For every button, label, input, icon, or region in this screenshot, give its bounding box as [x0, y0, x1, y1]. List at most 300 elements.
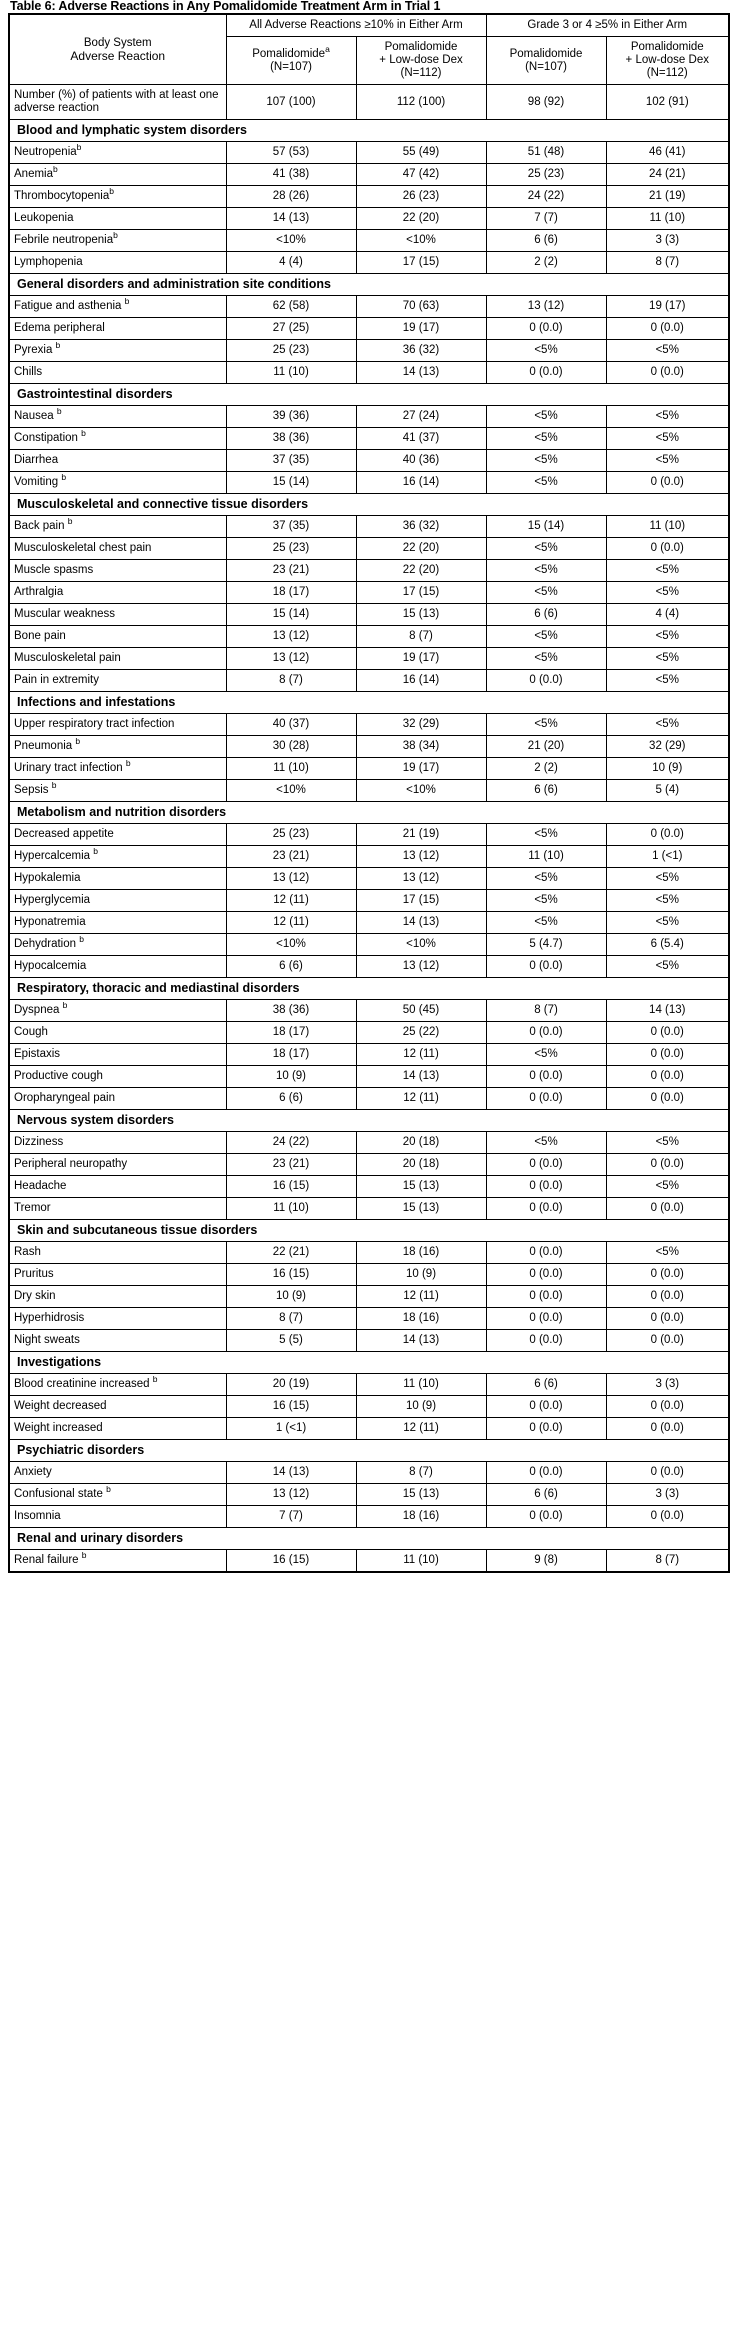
cell-value-4: 0 (0.0) — [606, 1418, 729, 1440]
cell-value-2: 40 (36) — [356, 450, 486, 472]
cell-value-4: 6 (5.4) — [606, 934, 729, 956]
total-row-value-2: 112 (100) — [356, 85, 486, 120]
header-col-pomalidomide-all — [226, 37, 356, 85]
cell-value-2: 17 (15) — [356, 890, 486, 912]
cell-value-1: 14 (13) — [226, 208, 356, 230]
cell-value-3: 8 (7) — [486, 1000, 606, 1022]
cell-value-2: 14 (13) — [356, 912, 486, 934]
cell-value-2: 11 (10) — [356, 1374, 486, 1396]
cell-value-4: 32 (29) — [606, 736, 729, 758]
cell-value-1: 16 (15) — [226, 1396, 356, 1418]
table-row — [9, 956, 729, 978]
cell-value-1: 8 (7) — [226, 1308, 356, 1330]
cell-value-2: 27 (24) — [356, 406, 486, 428]
cell-value-2: 17 (15) — [356, 582, 486, 604]
cell-value-4: <5% — [606, 560, 729, 582]
cell-value-3: 0 (0.0) — [486, 1022, 606, 1044]
footnote-marker-b: b — [124, 296, 130, 307]
cell-value-4: <5% — [606, 648, 729, 670]
cell-value-1: 11 (10) — [226, 362, 356, 384]
table-row — [9, 230, 729, 252]
cell-value-4: 0 (0.0) — [606, 1308, 729, 1330]
header-col4-line1: Pomalidomide — [630, 41, 704, 53]
cell-value-1: 18 (17) — [226, 1044, 356, 1066]
cell-value-4: 19 (17) — [606, 296, 729, 318]
footnote-marker-b: b — [125, 758, 131, 769]
cell-value-4: <5% — [606, 340, 729, 362]
cell-value-3: 0 (0.0) — [486, 1418, 606, 1440]
cell-value-3: 0 (0.0) — [486, 956, 606, 978]
cell-value-1: 14 (13) — [226, 1462, 356, 1484]
cell-value-1: 38 (36) — [226, 428, 356, 450]
adverse-reaction-name: Pain in extremity — [9, 670, 226, 692]
cell-value-4: 1 (<1) — [606, 846, 729, 868]
adverse-reaction-name: Bone pain — [9, 626, 226, 648]
cell-value-3: <5% — [486, 868, 606, 890]
table-row — [9, 824, 729, 846]
cell-value-3: <5% — [486, 912, 606, 934]
adverse-reaction-name: Musculoskeletal pain — [9, 648, 226, 670]
cell-value-2: 13 (12) — [356, 868, 486, 890]
cell-value-3: 0 (0.0) — [486, 1264, 606, 1286]
cell-value-4: <5% — [606, 670, 729, 692]
cell-value-4: 24 (21) — [606, 164, 729, 186]
footnote-marker-b: b — [152, 1374, 158, 1385]
cell-value-3: <5% — [486, 626, 606, 648]
cell-value-4: 8 (7) — [606, 252, 729, 274]
adverse-reaction-name: Sepsis $^b$ — [9, 780, 226, 802]
footnote-marker-b: b — [61, 472, 67, 483]
section-header-row — [9, 692, 729, 714]
cell-value-1: 12 (11) — [226, 890, 356, 912]
cell-value-2: 15 (13) — [356, 604, 486, 626]
section-title: Blood and lymphatic system disorders — [9, 120, 729, 142]
table-row — [9, 450, 729, 472]
table-row — [9, 296, 729, 318]
table-row — [9, 670, 729, 692]
adverse-reaction-name: Arthralgia — [9, 582, 226, 604]
footnote-marker-b: b — [53, 164, 58, 175]
cell-value-3: 0 (0.0) — [486, 1308, 606, 1330]
table-row — [9, 1550, 729, 1573]
table-row — [9, 1330, 729, 1352]
cell-value-4: 3 (3) — [606, 1484, 729, 1506]
adverse-reaction-name: Productive cough — [9, 1066, 226, 1088]
cell-value-1: 62 (58) — [226, 296, 356, 318]
table-row — [9, 714, 729, 736]
adverse-reaction-name: Neutropenia$^b$ — [9, 142, 226, 164]
cell-value-1: 5 (5) — [226, 1330, 356, 1352]
cell-value-3: 24 (22) — [486, 186, 606, 208]
cell-value-1: 18 (17) — [226, 582, 356, 604]
cell-value-2: 38 (34) — [356, 736, 486, 758]
section-header-row — [9, 1220, 729, 1242]
cell-value-2: 22 (20) — [356, 560, 486, 582]
section-title: Nervous system disorders — [9, 1110, 729, 1132]
cell-value-4: <5% — [606, 1132, 729, 1154]
header-group-row — [9, 14, 729, 37]
header-body-system-label: Body System — [83, 36, 152, 49]
table-row — [9, 648, 729, 670]
cell-value-3: 0 (0.0) — [486, 1198, 606, 1220]
cell-value-4: <5% — [606, 912, 729, 934]
adverse-reaction-name: Hyperglycemia — [9, 890, 226, 912]
cell-value-3: 0 (0.0) — [486, 1088, 606, 1110]
adverse-reaction-name: Insomnia — [9, 1506, 226, 1528]
cell-value-2: 18 (16) — [356, 1242, 486, 1264]
section-header-row — [9, 120, 729, 142]
section-header-row — [9, 1352, 729, 1374]
cell-value-4: <5% — [606, 714, 729, 736]
cell-value-3: 0 (0.0) — [486, 1330, 606, 1352]
cell-value-3: 7 (7) — [486, 208, 606, 230]
table-header — [9, 14, 729, 85]
cell-value-3: 9 (8) — [486, 1550, 606, 1573]
cell-value-4: 0 (0.0) — [606, 318, 729, 340]
table-row — [9, 1506, 729, 1528]
table-row — [9, 1132, 729, 1154]
adverse-reaction-name: Dehydration $^b$ — [9, 934, 226, 956]
cell-value-4: 0 (0.0) — [606, 362, 729, 384]
table-row — [9, 142, 729, 164]
footnote-marker-b: b — [81, 1550, 87, 1561]
section-title: Skin and subcutaneous tissue disorders — [9, 1220, 729, 1242]
cell-value-1: 27 (25) — [226, 318, 356, 340]
cell-value-2: 18 (16) — [356, 1506, 486, 1528]
cell-value-3: 6 (6) — [486, 780, 606, 802]
section-title: Metabolism and nutrition disorders — [9, 802, 729, 824]
section-header-row — [9, 802, 729, 824]
cell-value-4: 0 (0.0) — [606, 824, 729, 846]
cell-value-4: <5% — [606, 582, 729, 604]
cell-value-2: 36 (32) — [356, 340, 486, 362]
table-row — [9, 1000, 729, 1022]
total-row-value-1: 107 (100) — [226, 85, 356, 120]
cell-value-4: 5 (4) — [606, 780, 729, 802]
adverse-reaction-name: Renal failure $^b$ — [9, 1550, 226, 1573]
cell-value-2: 16 (14) — [356, 472, 486, 494]
cell-value-3: 15 (14) — [486, 516, 606, 538]
table-row — [9, 1176, 729, 1198]
cell-value-1: 11 (10) — [226, 758, 356, 780]
cell-value-2: 14 (13) — [356, 362, 486, 384]
cell-value-4: 0 (0.0) — [606, 1198, 729, 1220]
footnote-marker-b: b — [55, 340, 61, 351]
cell-value-1: 1 (<1) — [226, 1418, 356, 1440]
footnote-marker-b: b — [81, 428, 86, 439]
table-title: Table 6: Adverse Reactions in Any Pomalidomide Treatment Arm in Trial 1 — [10, 0, 441, 12]
table-row — [9, 428, 729, 450]
header-col2-line1: Pomalidomide — [384, 41, 458, 53]
cell-value-1: 4 (4) — [226, 252, 356, 274]
adverse-reaction-name: Vomiting $^b$ — [9, 472, 226, 494]
footnote-marker-b: b — [106, 1484, 111, 1495]
cell-value-2: 25 (22) — [356, 1022, 486, 1044]
footnote-marker-a: a — [325, 43, 330, 54]
cell-value-1: 8 (7) — [226, 670, 356, 692]
cell-value-3: 5 (4.7) — [486, 934, 606, 956]
table-row — [9, 1462, 729, 1484]
cell-value-3: 11 (10) — [486, 846, 606, 868]
table-row — [9, 164, 729, 186]
cell-value-3: 6 (6) — [486, 1374, 606, 1396]
cell-value-1: 6 (6) — [226, 956, 356, 978]
adverse-reaction-name: Anemia$^b$ — [9, 164, 226, 186]
table-row — [9, 1418, 729, 1440]
table-row — [9, 780, 729, 802]
cell-value-1: 25 (23) — [226, 824, 356, 846]
footnote-marker-b: b — [109, 186, 114, 197]
cell-value-4: 0 (0.0) — [606, 538, 729, 560]
cell-value-4: 0 (0.0) — [606, 1396, 729, 1418]
header-corner-cell — [9, 14, 226, 85]
cell-value-3: 6 (6) — [486, 604, 606, 626]
table-row — [9, 890, 729, 912]
cell-value-2: 8 (7) — [356, 1462, 486, 1484]
table-row — [9, 1242, 729, 1264]
cell-value-2: 8 (7) — [356, 626, 486, 648]
cell-value-3: <5% — [486, 406, 606, 428]
adverse-reaction-name: Upper respiratory tract infection — [9, 714, 226, 736]
cell-value-1: 13 (12) — [226, 868, 356, 890]
cell-value-2: 12 (11) — [356, 1088, 486, 1110]
cell-value-2: <10% — [356, 780, 486, 802]
cell-value-3: <5% — [486, 472, 606, 494]
cell-value-1: 37 (35) — [226, 450, 356, 472]
adverse-reaction-name: Thrombocytopenia$^b$ — [9, 186, 226, 208]
adverse-reaction-name: Edema peripheral — [9, 318, 226, 340]
section-header-row — [9, 978, 729, 1000]
table-row — [9, 1154, 729, 1176]
adverse-reaction-name: Anxiety — [9, 1462, 226, 1484]
table-row — [9, 186, 729, 208]
header-col2-line2: + Low-dose Dex — [379, 54, 463, 66]
table-row — [9, 362, 729, 384]
table-row — [9, 1308, 729, 1330]
cell-value-3: 0 (0.0) — [486, 1154, 606, 1176]
cell-value-2: 14 (13) — [356, 1330, 486, 1352]
section-title: Gastrointestinal disorders — [9, 384, 729, 406]
cell-value-1: 40 (37) — [226, 714, 356, 736]
header-col-pomalidomide-dex-grade34 — [606, 37, 729, 85]
header-adverse-reaction-label: Adverse Reaction — [70, 48, 166, 63]
table-body — [9, 85, 729, 1573]
adverse-reaction-name: Febrile neutropenia$^b$ — [9, 230, 226, 252]
header-col1-line1: Pomalidomide$^a$ — [252, 43, 330, 60]
cell-value-3: 0 (0.0) — [486, 362, 606, 384]
table-row — [9, 1396, 729, 1418]
adverse-reaction-name: Decreased appetite — [9, 824, 226, 846]
table-row — [9, 912, 729, 934]
cell-value-2: 14 (13) — [356, 1066, 486, 1088]
cell-value-2: 70 (63) — [356, 296, 486, 318]
cell-value-4: 4 (4) — [606, 604, 729, 626]
cell-value-3: <5% — [486, 714, 606, 736]
adverse-reaction-name: Headache — [9, 1176, 226, 1198]
cell-value-2: 12 (11) — [356, 1044, 486, 1066]
cell-value-1: <10% — [226, 230, 356, 252]
cell-value-2: 19 (17) — [356, 758, 486, 780]
adverse-reaction-name: Pruritus — [9, 1264, 226, 1286]
cell-value-4: 21 (19) — [606, 186, 729, 208]
header-col3-line2: (N=107) — [525, 60, 567, 73]
cell-value-4: 0 (0.0) — [606, 1286, 729, 1308]
adverse-reaction-name: Peripheral neuropathy — [9, 1154, 226, 1176]
cell-value-4: 46 (41) — [606, 142, 729, 164]
cell-value-4: 0 (0.0) — [606, 1154, 729, 1176]
table-row — [9, 1088, 729, 1110]
cell-value-4: 0 (0.0) — [606, 1022, 729, 1044]
cell-value-1: <10% — [226, 780, 356, 802]
cell-value-1: 13 (12) — [226, 648, 356, 670]
adverse-reaction-name: Urinary tract infection $^b$ — [9, 758, 226, 780]
table-row — [9, 208, 729, 230]
header-col4-line2: + Low-dose Dex — [625, 54, 709, 66]
cell-value-3: 0 (0.0) — [486, 1066, 606, 1088]
cell-value-4: <5% — [606, 1176, 729, 1198]
table-row — [9, 736, 729, 758]
cell-value-3: 13 (12) — [486, 296, 606, 318]
cell-value-2: 12 (11) — [356, 1286, 486, 1308]
cell-value-1: <10% — [226, 934, 356, 956]
footnote-marker-b: b — [76, 142, 82, 153]
table-row — [9, 516, 729, 538]
cell-value-2: 55 (49) — [356, 142, 486, 164]
table-row — [9, 1264, 729, 1286]
table-row — [9, 846, 729, 868]
cell-value-4: 0 (0.0) — [606, 1506, 729, 1528]
footnote-marker-b: b — [67, 516, 73, 527]
cell-value-1: 30 (28) — [226, 736, 356, 758]
cell-value-3: 0 (0.0) — [486, 318, 606, 340]
cell-value-2: 10 (9) — [356, 1264, 486, 1286]
cell-value-3: 0 (0.0) — [486, 1176, 606, 1198]
footnote-marker-b: b — [62, 1000, 68, 1011]
adverse-reaction-name: Musculoskeletal chest pain — [9, 538, 226, 560]
section-header-row — [9, 274, 729, 296]
cell-value-2: 19 (17) — [356, 318, 486, 340]
section-header-row — [9, 1110, 729, 1132]
adverse-reaction-name: Rash — [9, 1242, 226, 1264]
cell-value-3: 51 (48) — [486, 142, 606, 164]
cell-value-4: 8 (7) — [606, 1550, 729, 1573]
adverse-reaction-name: Hyperhidrosis — [9, 1308, 226, 1330]
adverse-reactions-table — [8, 13, 730, 1573]
table-row — [9, 758, 729, 780]
cell-value-1: 16 (15) — [226, 1264, 356, 1286]
adverse-reaction-name: Confusional state $^b$ — [9, 1484, 226, 1506]
footnote-marker-b: b — [113, 230, 118, 241]
table-row — [9, 868, 729, 890]
header-col3-line1: Pomalidomide — [509, 47, 583, 60]
table-row — [9, 318, 729, 340]
cell-value-2: 17 (15) — [356, 252, 486, 274]
adverse-reaction-name: Chills — [9, 362, 226, 384]
table-row — [9, 406, 729, 428]
cell-value-1: 11 (10) — [226, 1198, 356, 1220]
cell-value-3: <5% — [486, 648, 606, 670]
cell-value-2: 22 (20) — [356, 538, 486, 560]
cell-value-2: 19 (17) — [356, 648, 486, 670]
table-row — [9, 1286, 729, 1308]
table-row — [9, 934, 729, 956]
cell-value-4: <5% — [606, 956, 729, 978]
cell-value-4: 0 (0.0) — [606, 1462, 729, 1484]
cell-value-1: 28 (26) — [226, 186, 356, 208]
adverse-reaction-name: Nausea $^b$ — [9, 406, 226, 428]
cell-value-4: <5% — [606, 450, 729, 472]
footnote-marker-b: b — [93, 846, 98, 857]
cell-value-4: 0 (0.0) — [606, 1066, 729, 1088]
adverse-reaction-name: Hypocalcemia — [9, 956, 226, 978]
cell-value-3: <5% — [486, 824, 606, 846]
cell-value-2: 10 (9) — [356, 1396, 486, 1418]
cell-value-1: 6 (6) — [226, 1088, 356, 1110]
section-title: Psychiatric disorders — [9, 1440, 729, 1462]
cell-value-3: <5% — [486, 428, 606, 450]
cell-value-1: 16 (15) — [226, 1176, 356, 1198]
cell-value-2: 41 (37) — [356, 428, 486, 450]
adverse-reaction-name: Muscular weakness — [9, 604, 226, 626]
table-row — [9, 340, 729, 362]
cell-value-3: 21 (20) — [486, 736, 606, 758]
footnote-marker-b: b — [56, 406, 62, 417]
total-row-value-4: 102 (91) — [606, 85, 729, 120]
section-header-row — [9, 384, 729, 406]
cell-value-3: <5% — [486, 1132, 606, 1154]
cell-value-1: 41 (38) — [226, 164, 356, 186]
cell-value-1: 39 (36) — [226, 406, 356, 428]
section-header-row — [9, 1440, 729, 1462]
header-group-all-reactions: All Adverse Reactions ≥10% in Either Arm — [226, 14, 486, 37]
cell-value-1: 12 (11) — [226, 912, 356, 934]
cell-value-1: 23 (21) — [226, 1154, 356, 1176]
cell-value-1: 7 (7) — [226, 1506, 356, 1528]
cell-value-1: 23 (21) — [226, 846, 356, 868]
cell-value-3: 6 (6) — [486, 1484, 606, 1506]
cell-value-4: 0 (0.0) — [606, 1088, 729, 1110]
header-col4-line3: (N=112) — [646, 67, 688, 79]
cell-value-4: <5% — [606, 868, 729, 890]
section-title: Renal and urinary disorders — [9, 1528, 729, 1550]
table-row — [9, 1374, 729, 1396]
adverse-reaction-name: Diarrhea — [9, 450, 226, 472]
footnote-marker-b: b — [75, 736, 81, 747]
cell-value-2: 47 (42) — [356, 164, 486, 186]
adverse-reaction-name: Blood creatinine increased $^b$ — [9, 1374, 226, 1396]
cell-value-1: 24 (22) — [226, 1132, 356, 1154]
cell-value-2: <10% — [356, 934, 486, 956]
adverse-reaction-name: Pyrexia $^b$ — [9, 340, 226, 362]
cell-value-2: 12 (11) — [356, 1418, 486, 1440]
table-row-total — [9, 85, 729, 120]
cell-value-4: 11 (10) — [606, 208, 729, 230]
cell-value-4: 0 (0.0) — [606, 1264, 729, 1286]
adverse-reaction-name: Muscle spasms — [9, 560, 226, 582]
cell-value-2: 18 (16) — [356, 1308, 486, 1330]
cell-value-3: 0 (0.0) — [486, 1242, 606, 1264]
table-row — [9, 626, 729, 648]
cell-value-1: 15 (14) — [226, 472, 356, 494]
cell-value-2: 50 (45) — [356, 1000, 486, 1022]
cell-value-4: 10 (9) — [606, 758, 729, 780]
cell-value-1: 16 (15) — [226, 1550, 356, 1573]
footnote-marker-b: b — [79, 934, 84, 945]
cell-value-3: 25 (23) — [486, 164, 606, 186]
cell-value-3: 0 (0.0) — [486, 1286, 606, 1308]
adverse-reaction-name: Night sweats — [9, 1330, 226, 1352]
section-title: Investigations — [9, 1352, 729, 1374]
